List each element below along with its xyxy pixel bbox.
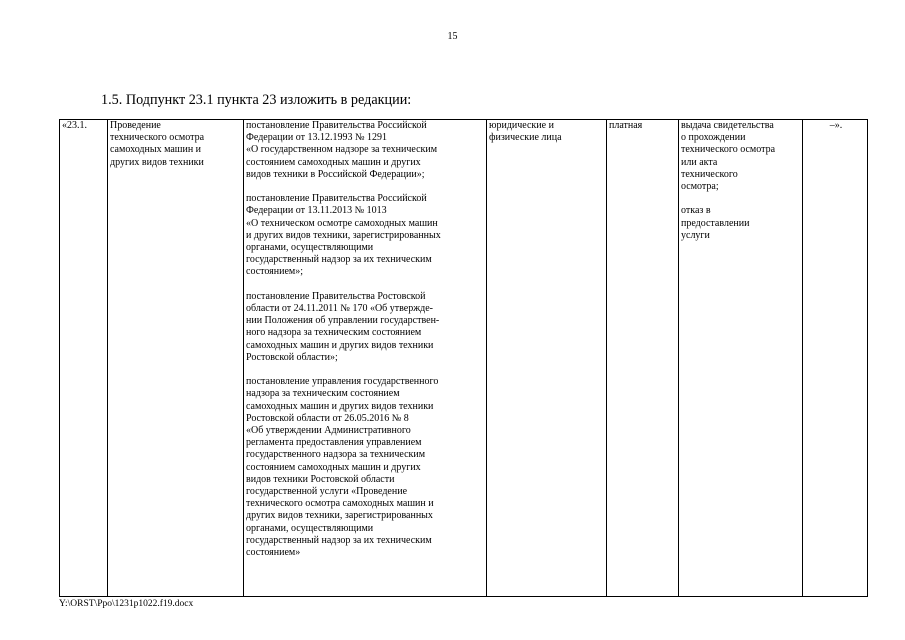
legal-act-line: «Об утверждении Административного: [246, 425, 411, 437]
service-name-cell: [108, 120, 244, 597]
legal-act-line: государственной услуги «Проведение: [246, 486, 408, 498]
legal-act-line: технического осмотра самоходных машин и: [246, 498, 434, 510]
closing-cell: [803, 120, 868, 597]
legal-act-line: состоянием»;: [246, 266, 304, 278]
amendment-heading: 1.5. Подпункт 23.1 пункта 23 изложить в редакции:: [101, 92, 412, 108]
legal-act: [246, 193, 486, 278]
legal-act-line: видов техники Ростовской области: [246, 473, 395, 485]
result-line: или акта: [681, 156, 718, 168]
legal-act-line: состоянием»: [246, 547, 301, 559]
legal-act-line: области от 24.11.2011 № 170 «Об утвержде-: [246, 303, 434, 315]
legal-acts-cell: [244, 120, 487, 597]
legal-act-line: «О государственном надзоре за техническим: [246, 144, 438, 156]
recipients-cell: [487, 120, 607, 597]
service-name-line: Проведение: [110, 120, 161, 131]
closing-mark: –».: [829, 120, 843, 131]
legal-act-line: постановление Правительства Российской: [246, 193, 427, 205]
fee-cell: [607, 120, 679, 597]
table-row: [60, 120, 868, 597]
result-line: технического осмотра: [681, 144, 776, 156]
fee-text: платная: [609, 120, 643, 131]
row-number-cell: [60, 120, 108, 597]
legal-act-line: надзора за техническим состоянием: [246, 388, 400, 400]
legal-act-line: Ростовской области от 26.05.2016 № 8: [246, 412, 409, 424]
legal-act: [246, 291, 486, 364]
legal-act-line: «О техническом осмотре самоходных машин: [246, 217, 438, 229]
legal-act-line: ного надзора за техническим состоянием: [246, 327, 422, 339]
legal-act-line: постановление Правительства Ростовской: [246, 290, 426, 302]
legal-act-line: состоянием самоходных машин и других: [246, 461, 421, 473]
legal-act-line: других видов техники, зарегистрированных: [246, 510, 433, 522]
result-line: предоставлении: [681, 217, 750, 229]
recipient-line: физические лица: [489, 132, 562, 144]
result-line: технического: [681, 168, 738, 180]
legal-act: [246, 120, 486, 181]
legal-act-line: самоходных машин и других видов техники: [246, 339, 434, 351]
legal-act-line: органами, осуществляющими: [246, 242, 374, 254]
legal-act-line: состоянием самоходных машин и других: [246, 156, 421, 168]
service-name-line: самоходных машин и: [110, 144, 202, 156]
service-name-line: технического осмотра: [110, 132, 205, 144]
legal-act-line: Ростовской области»;: [246, 351, 338, 363]
legal-act-line: самоходных машин и других видов техники: [246, 400, 434, 412]
footer-file-path: Y:\ORST\Ppo\1231p1022.f19.docx: [59, 599, 194, 609]
legal-act-line: постановление управления государственного: [246, 376, 439, 388]
page-number: 15: [447, 31, 458, 42]
result-line: о прохождении: [681, 132, 746, 144]
legal-act-line: государственный надзор за их техническим: [246, 254, 432, 266]
legal-act-line: государственный надзор за их техническим: [246, 534, 432, 546]
results-cell: [679, 120, 803, 597]
result-line: услуги: [681, 229, 710, 241]
legal-act-line: видов техники в Российской Федерации»;: [246, 168, 425, 180]
legal-act-line: государственного надзора за техническим: [246, 449, 426, 461]
legal-act-line: регламента предоставления управлением: [246, 437, 422, 449]
result-line: осмотра;: [681, 181, 719, 193]
legal-act-line: и других видов техники, зарегистрированных: [246, 229, 441, 241]
result-line: выдача свидетельства: [681, 120, 774, 131]
legal-act-line: органами, осуществляющими: [246, 522, 374, 534]
legal-act: [246, 376, 486, 559]
result-item: [681, 205, 802, 242]
service-name-line: других видов техники: [110, 156, 204, 168]
services-table: [59, 119, 868, 597]
result-item: [681, 120, 802, 193]
result-line: отказ в: [681, 205, 711, 217]
recipient-line: юридические и: [489, 120, 554, 131]
legal-act-line: постановление Правительства Российской: [246, 120, 427, 131]
legal-act-line: нии Положения об управлении государствен-: [246, 315, 440, 327]
legal-act-line: Федерации от 13.11.2013 № 1013: [246, 205, 387, 217]
row-number: «23.1.: [62, 120, 87, 131]
legal-act-line: Федерации от 13.12.1993 № 1291: [246, 132, 388, 144]
